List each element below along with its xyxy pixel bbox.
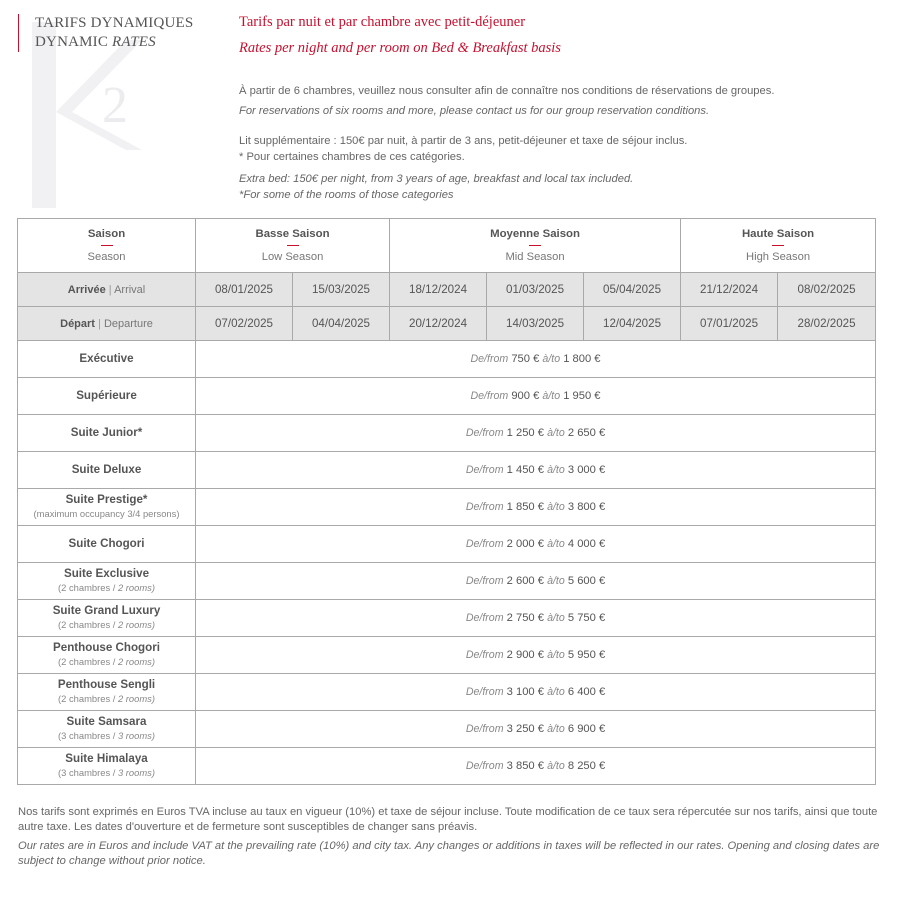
room-row [18,415,876,452]
room-name: Exécutive [79,352,134,365]
price-range [466,723,605,735]
room-note [20,655,193,669]
price-cell [196,489,876,526]
to-word: à/to [547,649,565,661]
extra-bed-en: Extra bed: 150€ per night, from 3 years of age, breakfast and local tax included. [239,173,634,185]
to-word: à/to [547,612,565,624]
room-note-en: 3 rooms) [117,730,155,741]
footer-en: Our rates are in Euros and include VAT at the prevailing rate (10%) and city tax. Any changes or additions in taxes will be reflected in our rates. Opening and closing dates are subject to change without prior notice. [18,840,880,867]
price-range [466,649,605,661]
room-name-cell [18,415,196,452]
price-from: 2 750 € [506,612,544,624]
departure-date: 28/02/2025 [778,307,876,341]
arrival-label-en: Arrival [114,283,146,296]
season-low [196,219,390,273]
price-from: 3 850 € [506,760,544,772]
room-row [18,637,876,674]
season-name-en: Low Season [261,251,324,263]
label-separator: | [105,283,115,296]
to-word: à/to [547,501,565,513]
season-row [18,219,876,273]
room-row [18,711,876,748]
room-note-en: 2 rooms) [117,582,155,593]
season-name-fr: Haute Saison [741,228,815,240]
brand-title [18,14,193,52]
to-word: à/to [542,390,561,402]
arrival-label-fr: Arrivée [67,283,106,296]
room-name-cell [18,600,196,637]
label-separator: | [94,317,104,330]
accent-dash [529,245,541,246]
room-row [18,489,876,526]
price-cell [196,526,876,563]
arrival-date: 08/02/2025 [778,273,876,307]
groups-note-fr: À partir de 6 chambres, veuillez nous consulter afin de connaître nos conditions de réservations de groupes. [239,85,775,97]
room-note-fr: (3 chambres / [58,767,118,778]
from-word: De/from [465,686,504,698]
rates-intro [239,12,889,203]
from-word: De/from [465,723,504,735]
price-to: 5 950 € [567,649,606,661]
price-from: 2 000 € [506,538,544,550]
title-fr: Tarifs par nuit et par chambre avec petit-déjeuner [239,14,526,30]
brand-line1: TARIFS DYNAMIQUES [35,15,194,31]
room-name-cell [18,711,196,748]
price-from: 1 850 € [506,501,544,513]
arrival-date: 18/12/2024 [390,273,487,307]
price-cell [196,600,876,637]
rates-table [17,218,876,785]
groups-note-en: For reservations of six rooms and more, please contact us for our group reservation conditions. [239,105,710,117]
from-word: De/from [465,464,504,476]
price-from: 3 250 € [506,723,544,735]
room-note-en: 2 rooms) [117,656,155,667]
room-name: Suite Deluxe [71,463,142,476]
arrival-date: 05/04/2025 [584,273,681,307]
price-to: 1 800 € [563,353,601,365]
price-cell [196,378,876,415]
room-note-fr: (2 chambres / [58,693,118,704]
room-note-fr: (2 chambres / [58,656,118,667]
price-cell [196,637,876,674]
price-from: 2 600 € [506,575,544,587]
price-from: 1 250 € [506,427,544,439]
room-name: Penthouse Chogori [53,641,160,654]
room-name-cell [18,378,196,415]
departure-date: 20/12/2024 [390,307,487,341]
room-name: Suite Himalaya [65,752,148,765]
room-name-cell [18,748,196,785]
room-name-cell [18,674,196,711]
price-from: 750 € [511,353,540,365]
room-note-en: 3 rooms) [117,767,155,778]
price-range [466,538,605,550]
arrival-date: 01/03/2025 [487,273,584,307]
footer-fr: Nos tarifs sont exprimés en Euros TVA incluse au taux en vigueur (10%) et taxe de séjour incluse. Toute modification de ce taux sera répercutée sur nos tarifs, ainsi que toute autre taxe. Les dates d'ouverture et de fermeture sont susceptibles de changer sans préavis. [18,806,878,833]
arrival-date: 21/12/2024 [681,273,778,307]
price-cell [196,415,876,452]
price-range [466,686,605,698]
price-range [471,353,601,365]
price-to: 6 400 € [567,686,606,698]
price-cell [196,341,876,378]
price-to: 8 250 € [567,760,606,772]
departure-date: 12/04/2025 [584,307,681,341]
price-from: 1 450 € [506,464,544,476]
arrival-date: 15/03/2025 [293,273,390,307]
room-name-cell [18,341,196,378]
to-word: à/to [547,575,565,587]
price-range [466,760,605,772]
from-word: De/from [465,575,504,587]
season-header-cell [18,219,196,273]
season-name-fr: Moyenne Saison [490,228,580,240]
room-row [18,526,876,563]
price-cell [196,748,876,785]
room-name: Suite Grand Luxury [52,604,161,617]
price-cell [196,711,876,748]
room-rows [18,341,876,785]
room-note [20,581,193,595]
category-note-fr: * Pour certaines chambres de ces catégories. [239,151,465,163]
room-name-cell [18,563,196,600]
departure-date: 04/04/2025 [293,307,390,341]
to-word: à/to [547,538,565,550]
to-word: à/to [547,723,565,735]
to-word: à/to [547,760,565,772]
room-name-cell [18,489,196,526]
room-note-fr: (2 chambres / [58,619,118,630]
room-name: Penthouse Sengli [57,678,156,691]
departure-date: 14/03/2025 [487,307,584,341]
from-word: De/from [465,501,504,513]
price-to: 6 900 € [567,723,606,735]
title-en: Rates per night and per room on Bed & Breakfast basis [239,40,561,56]
room-note-fr: (3 chambres / [58,730,118,741]
to-word: à/to [542,353,561,365]
price-range [466,575,605,587]
room-row [18,748,876,785]
room-note [20,729,193,743]
price-to: 1 950 € [563,390,601,402]
price-range [466,501,605,513]
room-note-en: 2 rooms) [117,619,155,630]
from-word: De/from [465,612,504,624]
season-mid [390,219,681,273]
departure-date: 07/01/2025 [681,307,778,341]
room-row [18,674,876,711]
season-header-en: Season [87,251,126,263]
price-to: 5 600 € [567,575,606,587]
room-note [20,766,193,780]
price-to: 3 800 € [567,501,606,513]
footer-notes [18,805,888,869]
price-to: 2 650 € [567,427,606,439]
from-word: De/from [465,649,504,661]
brand-line2 [35,33,193,52]
from-word: De/from [465,538,504,550]
departure-date: 07/02/2025 [196,307,293,341]
price-from: 3 100 € [506,686,544,698]
room-name: Suite Exclusive [63,567,150,580]
room-note-fr: (2 chambres / [58,582,118,593]
season-header-fr: Saison [87,228,126,240]
room-name-cell [18,637,196,674]
price-to: 4 000 € [567,538,606,550]
arrival-row [18,273,876,307]
room-note [20,692,193,706]
to-word: à/to [547,427,565,439]
departure-row [18,307,876,341]
extra-bed-fr: Lit supplémentaire : 150€ par nuit, à partir de 3 ans, petit-déjeuner et taxe de séjour inclus. [239,135,688,147]
from-word: De/from [465,760,504,772]
brand-line2-italic: RATES [112,34,156,50]
room-name-cell [18,526,196,563]
room-row [18,341,876,378]
price-to: 5 750 € [567,612,606,624]
season-name-fr: Basse Saison [255,228,330,240]
accent-dash [101,245,113,246]
svg-text:2: 2 [102,77,128,134]
price-range [466,464,605,476]
to-word: à/to [547,686,565,698]
room-row [18,378,876,415]
departure-label-fr: Départ [60,317,95,330]
room-row [18,600,876,637]
arrival-date: 08/01/2025 [196,273,293,307]
room-name: Suite Prestige* [65,493,148,506]
season-high [681,219,876,273]
season-name-en: High Season [746,251,811,263]
room-row [18,563,876,600]
category-note-en: *For some of the rooms of those categories [239,189,454,201]
price-range [466,612,605,624]
room-name-cell [18,452,196,489]
from-word: De/from [470,390,509,402]
from-word: De/from [465,427,504,439]
from-word: De/from [470,353,509,365]
departure-label [18,307,196,341]
accent-dash [287,245,299,246]
price-cell [196,563,876,600]
room-name: Suite Samsara [66,715,147,728]
price-cell [196,674,876,711]
price-range [466,427,605,439]
to-word: à/to [547,464,565,476]
price-to: 3 000 € [567,464,606,476]
price-from: 900 € [511,390,540,402]
room-name: Suite Chogori [68,537,145,550]
brand-line2-plain: DYNAMIC [35,34,113,50]
room-note [20,618,193,632]
room-note-en: 2 rooms) [117,693,155,704]
room-name: Supérieure [76,389,137,402]
room-row [18,452,876,489]
price-range [471,390,601,402]
room-note: (maximum occupancy 3/4 persons) [33,508,180,519]
price-from: 2 900 € [506,649,544,661]
season-name-en: Mid Season [505,251,565,263]
price-cell [196,452,876,489]
arrival-label [18,273,196,307]
room-name: Suite Junior* [70,426,143,439]
accent-dash [772,245,784,246]
departure-label-en: Departure [103,317,153,330]
